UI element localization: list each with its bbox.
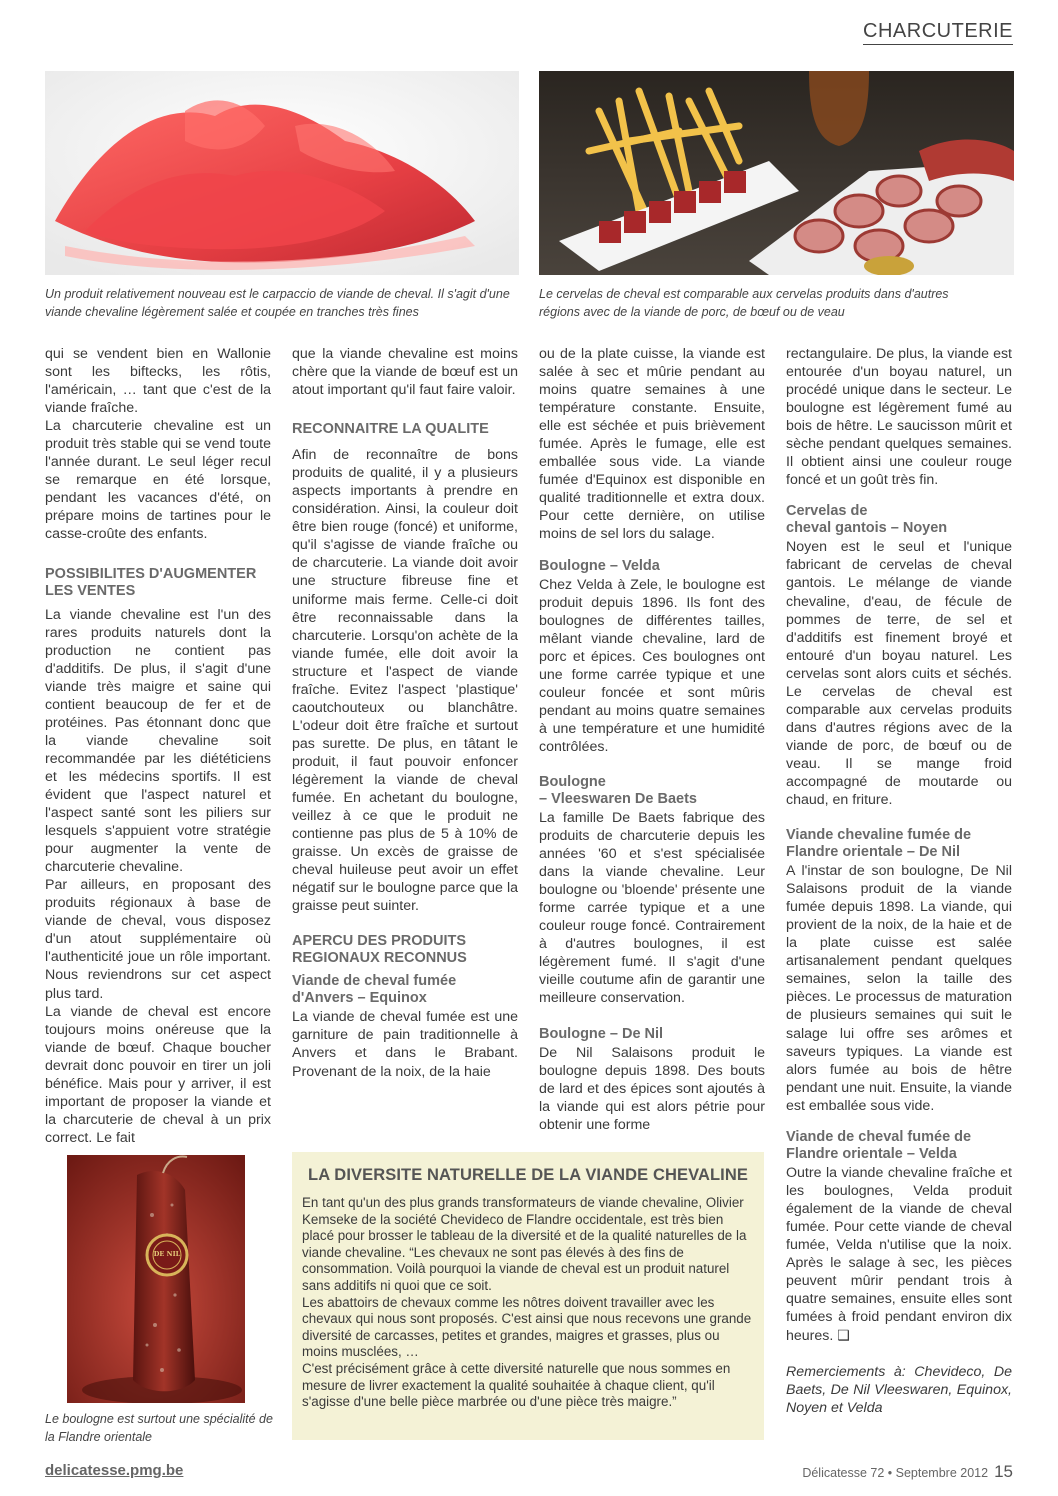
sidebar-box (292, 1152, 764, 1440)
heading-boulogne-velda: Boulogne – Velda (539, 557, 660, 574)
paragraph: rectangulaire. De plus, la viande est entourée d'un boyau naturel, un procédé unique dans le secteur. Le boulogne est légèrement fumé au bois de hêtre. Le saucisson mûrit et sèche pendant quelques semaines. Il obtient ainsi une couleur rouge foncé et un goût très fin. (786, 346, 1012, 489)
heading-reconnaitre: RECONNAITRE LA QUALITE (292, 421, 489, 438)
cervelas-caption: Le cervelas de cheval est comparable aux cervelas produits dans d'autres régions avec de la viande de porc, de bœuf ou de veau (539, 287, 949, 319)
column-4 (786, 345, 1012, 1417)
acknowledgements: Remerciements à: Chevideco, De Baets, De Nil Vleeswaren, Equinox, Noyen et Velda (786, 1364, 1012, 1417)
paragraph (786, 1164, 1012, 1345)
brand-label: DE NIL (153, 1250, 181, 1258)
paragraph: La famille De Baets fabrique des produits de charcuterie depuis les années '60 et s'est spécialisée dans la viande chevaline. Leur boulogne ou 'bloende' présente une forme carrée typique et a une couleur rouge foncé. Contrairement à d'autres boulognes, il est légèrement fumé. Il s'agit d'une vieille coutume afin de garantir une meilleure conservation. (539, 809, 765, 1007)
paragraph: qui se vendent bien en Wallonie sont les biftecks, les rôtis, l'américain, … tant que c'est de la viande fraîche. (45, 346, 271, 417)
footer-site-link[interactable]: delicatesse.pmg.be (45, 1462, 184, 1479)
paragraph: La viande chevaline est l'un des rares produits naturels dont la production ne contient pas d'additifs. De plus, il s'agit d'une viande très maigre et saine qui contient beaucoup de fer et de protéines. Pas étonnant donc que la viande chevaline soit recommandée par les diététiciens et les médecins sportifs. Il est évident que l'aspect naturel et l'aspect santé sont les piliers sur lesquels s'appuient votre stratégie pour augmenter la vente de charcuterie chevaline. (45, 606, 271, 876)
footer-issue (802, 1462, 1013, 1482)
boulogne-photo (67, 1155, 245, 1403)
paragraph: Noyen est le seul et l'unique fabricant de cervelas de cheval gantois. Le mélange de viande chevaline, d'eau, de fécule de pommes de terre, de sel et d'additifs est finement broyé et entouré d'un boyau naturel. Les cervelas sont alors cuits et séchés. Le cervelas de cheval est comparable aux cervelas produits dans d'autres régions avec de la viande de porc, de bœuf ou de veau. Il se mange froid accompagné de moutarde ou chaud, en friture. (786, 539, 1012, 809)
paragraph-text: Outre la viande chevaline fraîche et les boulognes, Velda produit également de la viande de cheval fumée. Pour cette viande de cheval fumée, Velda n'utilise que la noix. Après le salage à sec, les pièces peuvent mûrir pendant trois à quatre semaines, ensuite elles sont fumées à froid pendant environ dix heures. (786, 1164, 1012, 1345)
paragraph: De Nil Salaisons produit le boulogne depuis 1898. Des bouts de lard et des épices sont ajoutés à la viande qui est alors pétrie pour obtenir une forme (539, 1044, 765, 1133)
heading-viande-denil: Viande chevaline fumée de Flandre orientale – De Nil (786, 827, 972, 861)
sidebar-paragraph: C'est précisément grâce à cette diversité naturelle que nous sommes en mesure de livrer exactement la qualité souhaitée à chaque client, qu'il s'agisse d'une belle pièce marbrée ou d'une pièce très maigre.” (302, 1360, 731, 1410)
cervelas-photo (539, 71, 1014, 275)
paragraph: Par ailleurs, en proposant des produits régionaux à base de viande de cheval, vous disposez d'un atout supplémentaire où l'authenticité joue un rôle important. Nous reviendrons sur cet aspect plus tard. (45, 877, 271, 1002)
page-number: 15 (994, 1462, 1013, 1481)
paragraph: que la viande chevaline est moins chère que la viande de bœuf est un atout important qu'il faut faire valoir. (292, 346, 518, 399)
paragraph: A l'instar de son boulogne, De Nil Salaisons produit de la viande fumée depuis 1898. La viande, qui provient de la noix, de la haie et de la plate cuisse est salée artisanalement pendant quelques semaines, selon la taille des pièces. Le processus de maturation de plusieurs semaines qui suit le salage lui offre ses arômes et saveurs typiques. La viande est alors fumée au bois de hêtre pendant une nuit. Ensuite, la viande est emballée sous vide. (786, 863, 1012, 1114)
heading-cervelas-noyen (786, 503, 1012, 537)
carpaccio-photo (45, 71, 519, 275)
heading-line: Cervelas de (786, 503, 868, 520)
column-1 (45, 345, 271, 1147)
section-title: CHARCUTERIE (863, 20, 1013, 45)
carpaccio-caption: Un produit relativement nouveau est le carpaccio de viande de cheval. Il s'agit d'une viande chevaline légèrement salée et coupée en tranches très fines (45, 287, 510, 319)
paragraph: Chez Velda à Zele, le boulogne est produit depuis 1896. Ils font des boulognes de différentes tailles, mêlant viande chevaline, lard de porc et épices. Ces boulognes ont une forme carrée typique et une couleur foncée et sont mûris pendant au moins quatre semaines à une température et une humidité contrôlées. (539, 576, 765, 755)
heading-line: – Vleeswaren De Baets (539, 790, 697, 807)
sidebar-paragraph: En tant qu'un des plus grands transformateurs de viande chevaline, Olivier Kemseke de la société Chevideco de Flandre occidentale, est très bien placé pour brosser le tableau de la diversité et de la qualité naturelles de la viande chevaline. “Les chevaux ne sont pas élevés à des fins de consommation. Voilà pourquoi la viande de cheval est un produit naturel sans additifs ni quoi que ce soit. (302, 1195, 747, 1293)
column-3 (539, 345, 765, 1134)
end-mark-icon: ❑ (837, 1327, 850, 1344)
paragraph: La viande de cheval fumée est une garniture de pain traditionnelle à Anvers et dans le Brabant. Provenant de la noix, de la haie (292, 1009, 518, 1080)
heading-apercu: APERCU DES PRODUITS REGIONAUX RECONNUS (292, 933, 467, 967)
paragraph: ou de la plate cuisse, la viande est salée à sec et mûrie pendant au moins quatre semaines à une température constante. Ensuite, elle est séchée et puis brièvement fumée. Après le fumage, elle est emballée sous vide. La viande fumée d'Equinox est disponible en qualité traditionnelle et extra doux. Pour cette dernière, on utilise moins de sel lors du salage. (539, 346, 765, 543)
boulogne-caption: Le boulogne est surtout une spécialité de la Flandre orientale (45, 1412, 273, 1444)
heading-possibilites: POSSIBILITES D'AUGMENTER LES VENTES (45, 565, 257, 599)
heading-line: Boulogne (539, 773, 606, 790)
heading-boulogne-denil: Boulogne – De Nil (539, 1025, 664, 1042)
column-2 (292, 345, 518, 1081)
heading-viande-velda: Viande de cheval fumée de Flandre orientale – Velda (786, 1128, 972, 1162)
paragraph: La charcuterie chevaline est un produit très stable qui se vend toute l'année durant. Le seul léger recul se remarque en été lorsque, pendant les vacances d'été, on prépare moins de tartines pour le casse-croûte des enfants. (45, 418, 271, 543)
heading-equinox: Viande de cheval fumée d'Anvers – Equinox (292, 973, 457, 1007)
heading-line: cheval gantois – Noyen (786, 520, 948, 537)
sidebar-paragraph: Les abattoirs de chevaux comme les nôtres doivent travailler avec les chevaux qui nous sont proposés. C'est ainsi que nous recevons une grande diversité de carcasses, petites et grandes, maigres et grasses, plus ou moins musclées, … (302, 1294, 752, 1360)
issue-text: Délicatesse 72 • Septembre 2012 (802, 1466, 989, 1480)
sidebar-title: LA DIVERSITE NATURELLE DE LA VIANDE CHEVALINE (308, 1166, 748, 1184)
paragraph: Afin de reconnaître de bons produits de qualité, il y a plusieurs aspects importants à prendre en considération. Ainsi, la couleur doit être bien rouge (foncé) et uniforme, qu'il s'agisse de viande fraîche ou de charcuterie. La viande doit avoir une structure fibreuse fine et uniforme mais ferme. Celle-ci doit être reconnaissable dans la charcuterie. Lorsqu'on achète de la viande fumée, elle doit avoir la structure et l'aspect de viande fraîche. Evitez l'aspect 'plastique' caoutchouteux ou blanchâtre. L'odeur doit être fraîche et surtout pas surette. De plus, en tâtant le produit, il faut pouvoir enfoncer légèrement la viande de cheval fumée. En achetant du boulogne, veillez à ce que le produit ne contienne pas plus de 5 à 10% de graisse. Un excès de graisse de cheval huileuse peut avoir un effet négatif sur le boulogne parce que la graisse peut suinter. (292, 447, 518, 915)
paragraph: La viande de cheval est encore toujours moins onéreuse que la viande de bœuf. Chaque boucher devrait donc pouvoir en tirer un joli bénéfice. Mais pour y arriver, il est important de proposer la viande et la charcuterie de cheval à un prix correct. Le fait (45, 1003, 271, 1146)
heading-boulogne-debaets (539, 774, 765, 808)
